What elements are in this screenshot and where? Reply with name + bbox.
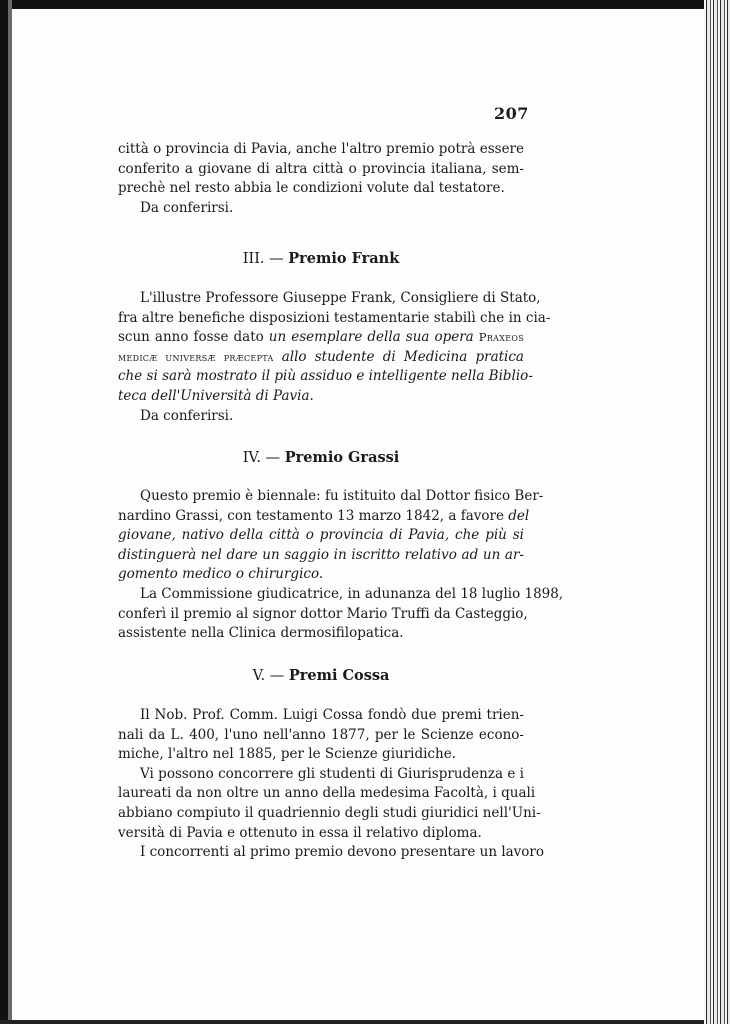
section-number: III. — — [242, 251, 284, 267]
italic-run: allo studente di Medicina pratica — [281, 348, 524, 365]
status-text: Da conferirsi. — [140, 199, 234, 216]
text-line: Il Nob. Prof. Comm. Luigi Cossa fondò due premi trien- — [140, 707, 524, 723]
scan-border-top — [0, 0, 730, 9]
text-line: assistente nella Clinica dermosifilopatica. — [118, 625, 404, 642]
text-line: città o provincia di Pavia, anche l'altro premio potrà essere — [118, 141, 524, 157]
text-line — [118, 348, 524, 368]
small-caps-run: medicæ universæ præcepta — [118, 349, 274, 364]
page-number: 207 — [494, 104, 529, 123]
text-line: La Commissione giudicatrice, in adunanza del 18 luglio 1898, — [140, 585, 564, 602]
text-line: teca dell'Università di Pavia. — [118, 387, 314, 404]
section-title: Premio Frank — [288, 250, 400, 267]
text-line: conferito a giovane di altra città o provincia italiana, sem- — [118, 160, 524, 177]
text-line: nali da L. 400, l'uno nell'anno 1877, per le Scienze econo- — [118, 726, 524, 743]
text-line: Questo premio è biennale: fu istituito dal Dottor fisico Ber- — [140, 488, 544, 504]
text-line: abbiano compiuto il quadriennio degli studi giuridici nell'Uni- — [118, 804, 541, 821]
text-run: nardino Grassi, con testamento 13 marzo 1842, a favore — [118, 507, 504, 524]
section-title: Premi Cossa — [288, 667, 390, 684]
scan-border-right — [704, 0, 730, 1024]
text-line: L'illustre Professore Giuseppe Frank, Consigliere di Stato, — [140, 290, 541, 306]
continuation-paragraph — [118, 140, 524, 218]
text-run: scun anno fosse dato — [118, 329, 269, 346]
scan-border-left — [0, 0, 8, 1024]
italic-run: del — [508, 507, 530, 524]
text-line: che si sarà mostrato il più assiduo e intelligente nella Biblio- — [118, 368, 533, 385]
text-line: Vi possono concorrere gli studenti di Giurisprudenza e i — [140, 765, 524, 782]
text-line — [118, 507, 530, 527]
small-caps-run: Praxeos — [478, 330, 524, 345]
grassi-paragraph — [118, 487, 564, 644]
text-line: conferì il premio al signor dottor Mario Truffi da Casteggio, — [118, 605, 528, 622]
section-heading-frank — [118, 250, 524, 267]
text-line: fra altre benefiche disposizioni testamentarie stabilì che in cia- — [118, 309, 551, 326]
frank-paragraph — [118, 289, 551, 426]
section-heading-cossa — [118, 667, 524, 684]
text-line: giovane, nativo della città o provincia di Pavia, che più si — [118, 527, 524, 544]
cossa-paragraph — [118, 706, 545, 863]
text-line: gomento medico o chirurgico. — [118, 566, 324, 583]
section-number: IV. — — [242, 450, 281, 466]
italic-run: un esemplare della sua opera — [268, 329, 474, 346]
scan-border-left-shadow — [8, 0, 12, 1024]
section-number: V. — — [252, 668, 285, 684]
text-line: versità di Pavia e ottenuto in essa il relativo diploma. — [118, 824, 482, 841]
text-line: prechè nel resto abbia le condizioni volute dal testatore. — [118, 180, 505, 197]
scan-border-bottom — [0, 1020, 704, 1024]
status-text: Da conferirsi. — [140, 407, 234, 424]
text-line: distinguerà nel dare un saggio in iscritto relativo ad un ar- — [118, 546, 524, 563]
text-line: laureati da non oltre un anno della medesima Facoltà, i quali — [118, 785, 536, 802]
text-line: I concorrenti al primo premio devono presentare un lavoro — [140, 844, 545, 861]
section-title: Premio Grassi — [284, 449, 400, 466]
text-line: miche, l'altro nel 1885, per le Scienze giuridiche. — [118, 746, 456, 763]
text-line — [118, 328, 524, 348]
section-heading-grassi — [118, 449, 524, 466]
